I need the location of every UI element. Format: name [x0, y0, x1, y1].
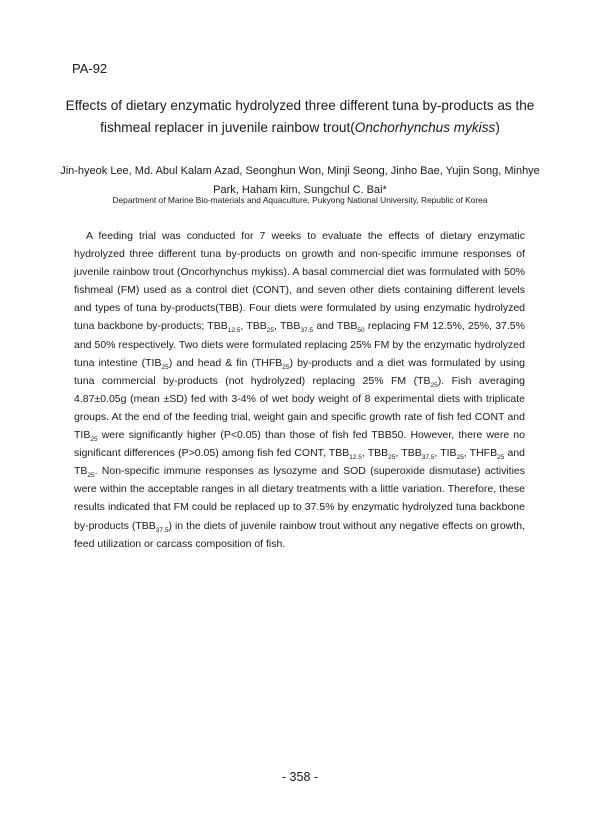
abstract-subscript: 25	[388, 454, 396, 462]
abstract-text: . Non-specific immune responses as lysozyme and SOD (superoxide dismutase) activities were within the acceptable ranges in all dietary treatments with a little variation. Therefore, these results indicated that FM could be replaced up to 37.5% by enzymatic hydrolyzed tuna backbone by-products (TBB	[74, 465, 525, 532]
abstract-subscript: 37.5	[300, 327, 314, 335]
abstract-body	[74, 227, 525, 553]
title-species: Onchorhynchus mykiss	[354, 120, 496, 135]
abstract-subscript: 12.5	[227, 327, 241, 335]
abstract-subscript: 25	[87, 472, 95, 480]
abstract-text: , THFB	[463, 447, 498, 460]
poster-code: PA-92	[72, 61, 108, 76]
abstract-text: ) in the diets of juvenile rainbow trout without any negative effects on growth, feed utilization or carcass composition of fish.	[74, 519, 525, 550]
abstract-subscript: 25	[282, 363, 290, 371]
abstract-text: , TIB	[434, 447, 457, 460]
abstract-text: and TB	[74, 447, 526, 478]
abstract-subscript: 25	[90, 436, 98, 444]
abstract-subscript: 12.5	[349, 454, 362, 462]
page-number: - 358 -	[281, 770, 319, 784]
paper-title	[60, 95, 540, 139]
abstract-subscript: 37.5	[155, 526, 169, 534]
abstract-subscript: 25	[266, 327, 275, 335]
abstract-subscript: 25	[430, 381, 438, 389]
abstract-subscript: 25	[456, 454, 464, 462]
title-main: Effects of dietary enzymatic hydrolyzed three different tuna by-products as the fishmeal replacer in juvenile rainbow trout(	[65, 98, 535, 135]
abstract-subscript: 25	[161, 363, 169, 371]
abstract-text: ) and head & fin (THFB	[168, 356, 283, 369]
abstract-text: ). Fish averaging 4.87±0.05g (mean ±SD) fed with 3-4% of wet body weight of 8 experimental diets with triplicate groups. At the end of the feeding trial, weight gain and specific growth rate of fish fed CONT and TIB	[74, 374, 526, 442]
title-close: )	[495, 120, 500, 135]
abstract-text: were significantly higher (P<0.05) than those of fish fed TBB50. However, there were no significant differences (P>0.05) among fish fed CONT, TBB	[74, 429, 525, 460]
abstract-text: , TBB	[240, 320, 267, 333]
abstract-text: and TBB	[313, 320, 358, 333]
abstract-subscript: 50	[357, 327, 365, 335]
author-list: Jin-hyeok Lee, Md. Abul Kalam Azad, Seonghun Won, Minji Seong, Jinho Bae, Yujin Song, Minhye Park, Haham kim, Sungchul C. Bai*	[60, 165, 540, 196]
affiliation: Department of Marine Bio-materials and Aquaculture, Pukyong National University, Republic of Korea	[112, 195, 488, 205]
abstract-text: replacing FM 12.5%, 25%, 37.5% and 50% respectively. Two diets were formulated replacing 25% FM by the enzymatic hydrolyzed tuna intestine (TIB	[74, 320, 525, 369]
abstract-text: , TBB	[361, 447, 389, 460]
abstract-text: , TBB	[395, 447, 422, 460]
abstract-subscript: 25	[497, 454, 505, 462]
abstract-text: A feeding trial was conducted for 7 weeks to evaluate the effects of dietary enzymatic hydrolyzed three different tuna by-products on growth and non-specific immune responses of juvenile rainbow trout (Oncorhynchus mykiss). A basal commercial diet was formulated with 50% fishmeal (FM) used as a control diet (CONT), and seven other diets containing different levels and types of tuna by-products(TBB). Four diets were formulated by using enzymatic hydrolyzed tuna backbone by-products; TBB	[74, 230, 525, 333]
abstract-text: , TBB	[274, 320, 301, 333]
abstract-subscript: 37.5	[421, 454, 435, 462]
abstract-text: ) by-products and a diet was formulated by using tuna commercial by-products (not hydrolyzed) replacing 25% FM (TB	[74, 356, 525, 387]
